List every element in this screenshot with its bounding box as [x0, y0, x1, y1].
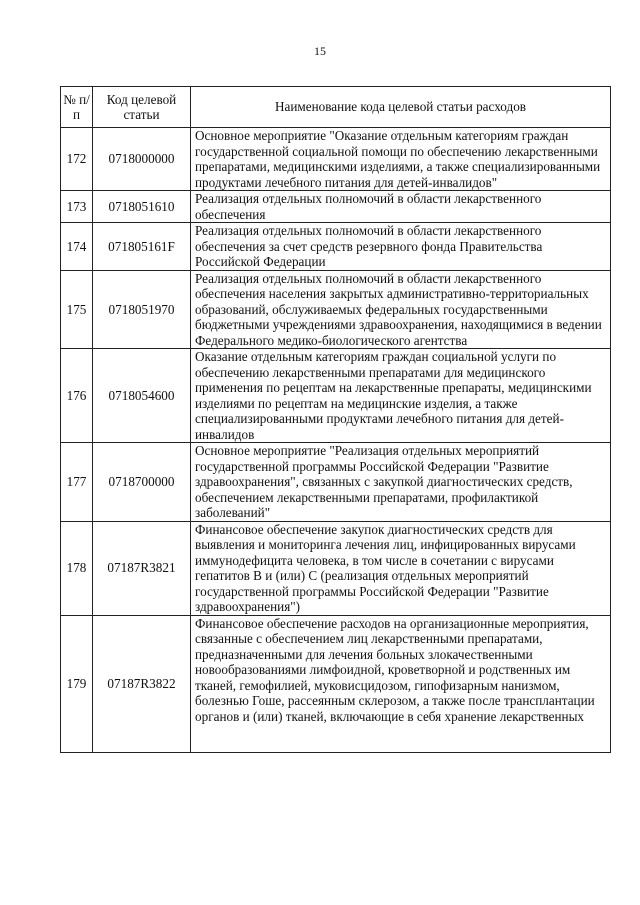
- row-code: 071805161F: [93, 223, 191, 271]
- row-name: Реализация отдельных полномочий в области лекарственного обеспечения населения закрытых административно-территориальных образований, обслуживаемых федеральных государственными бюджетными учреждениями здравоохранения, находящимися в ведении Федерального медико-биологического агентства: [191, 270, 611, 349]
- table-header-row: [61, 87, 611, 128]
- header-name: Наименование кода целевой статьи расходов: [191, 87, 611, 128]
- row-number: 175: [61, 270, 93, 349]
- row-code: 07187R3822: [93, 615, 191, 752]
- table-row: [61, 270, 611, 349]
- row-code: 0718700000: [93, 443, 191, 522]
- header-code: Код целевой статьи: [93, 87, 191, 128]
- row-number: 179: [61, 615, 93, 752]
- table-row: [61, 521, 611, 615]
- row-name: Финансовое обеспечение расходов на организационные мероприятия, связанные с обеспечением лиц лекарственными препаратами, предназначенными для лечения больных злокачественными новообразованиями лимфоидной, кроветворной и родственных им тканей, гемофилией, муковисцидозом, гипофизарным нанизмом, болезнью Гоше, рассеянным склерозом, а также после трансплантации органов и (или) тканей, включающие в себя хранение лекарственных: [195, 615, 595, 724]
- row-number: 178: [61, 521, 93, 615]
- row-name: Оказание отдельным категориям граждан социальной услуги по обеспечению лекарственными препаратами для медицинского применения по рецептам на лекарственные препараты, медицинскими изделиями по рецептам на медицинские изделия, а также специализированными продуктами лечебного питания для детей-инвалидов: [191, 349, 611, 443]
- row-name: Реализация отдельных полномочий в области лекарственного обеспечения за счет средств резервного фонда Правительства Российской Федерации: [191, 223, 611, 271]
- row-code: 07187R3821: [93, 521, 191, 615]
- row-code: 0718051970: [93, 270, 191, 349]
- row-name-cell: [191, 615, 611, 752]
- header-number: № п/п: [61, 87, 93, 128]
- row-number: 173: [61, 191, 93, 223]
- table-row: [61, 443, 611, 522]
- table-row: [61, 349, 611, 443]
- row-name: Финансовое обеспечение закупок диагностических средств для выявления и мониторинга лечения лиц, инфицированных вирусами иммунодефицита человека, в том числе в сочетании с вирусами гепатитов B и (или) C (реализация отдельных мероприятий государственной программы Российской Федерации "Развитие здравоохранения"): [191, 521, 611, 615]
- row-name: Основное мероприятие "Оказание отдельным категориям граждан государственной социальной помощи по обеспечению лекарственными препаратами, медицинскими изделиями, а также специализированными продуктами лечебного питания для детей-инвалидов": [191, 128, 611, 191]
- table-row: [61, 191, 611, 223]
- table-row: [61, 223, 611, 271]
- table-row: [61, 615, 611, 752]
- row-number: 177: [61, 443, 93, 522]
- page-number: 15: [314, 44, 326, 58]
- row-number: 174: [61, 223, 93, 271]
- row-number: 176: [61, 349, 93, 443]
- table-row: [61, 128, 611, 191]
- row-code: 0718051610: [93, 191, 191, 223]
- row-number: 172: [61, 128, 93, 191]
- row-name: Реализация отдельных полномочий в области лекарственного обеспечения: [191, 191, 611, 223]
- row-code: 0718054600: [93, 349, 191, 443]
- row-name: Основное мероприятие "Реализация отдельных мероприятий государственной программы Российской Федерации "Развитие здравоохранения", связанных с закупкой диагностических средств, обеспечением лекарственными препаратами, профилактикой заболеваний": [191, 443, 611, 522]
- target-article-codes-table: [60, 86, 611, 753]
- row-code: 0718000000: [93, 128, 191, 191]
